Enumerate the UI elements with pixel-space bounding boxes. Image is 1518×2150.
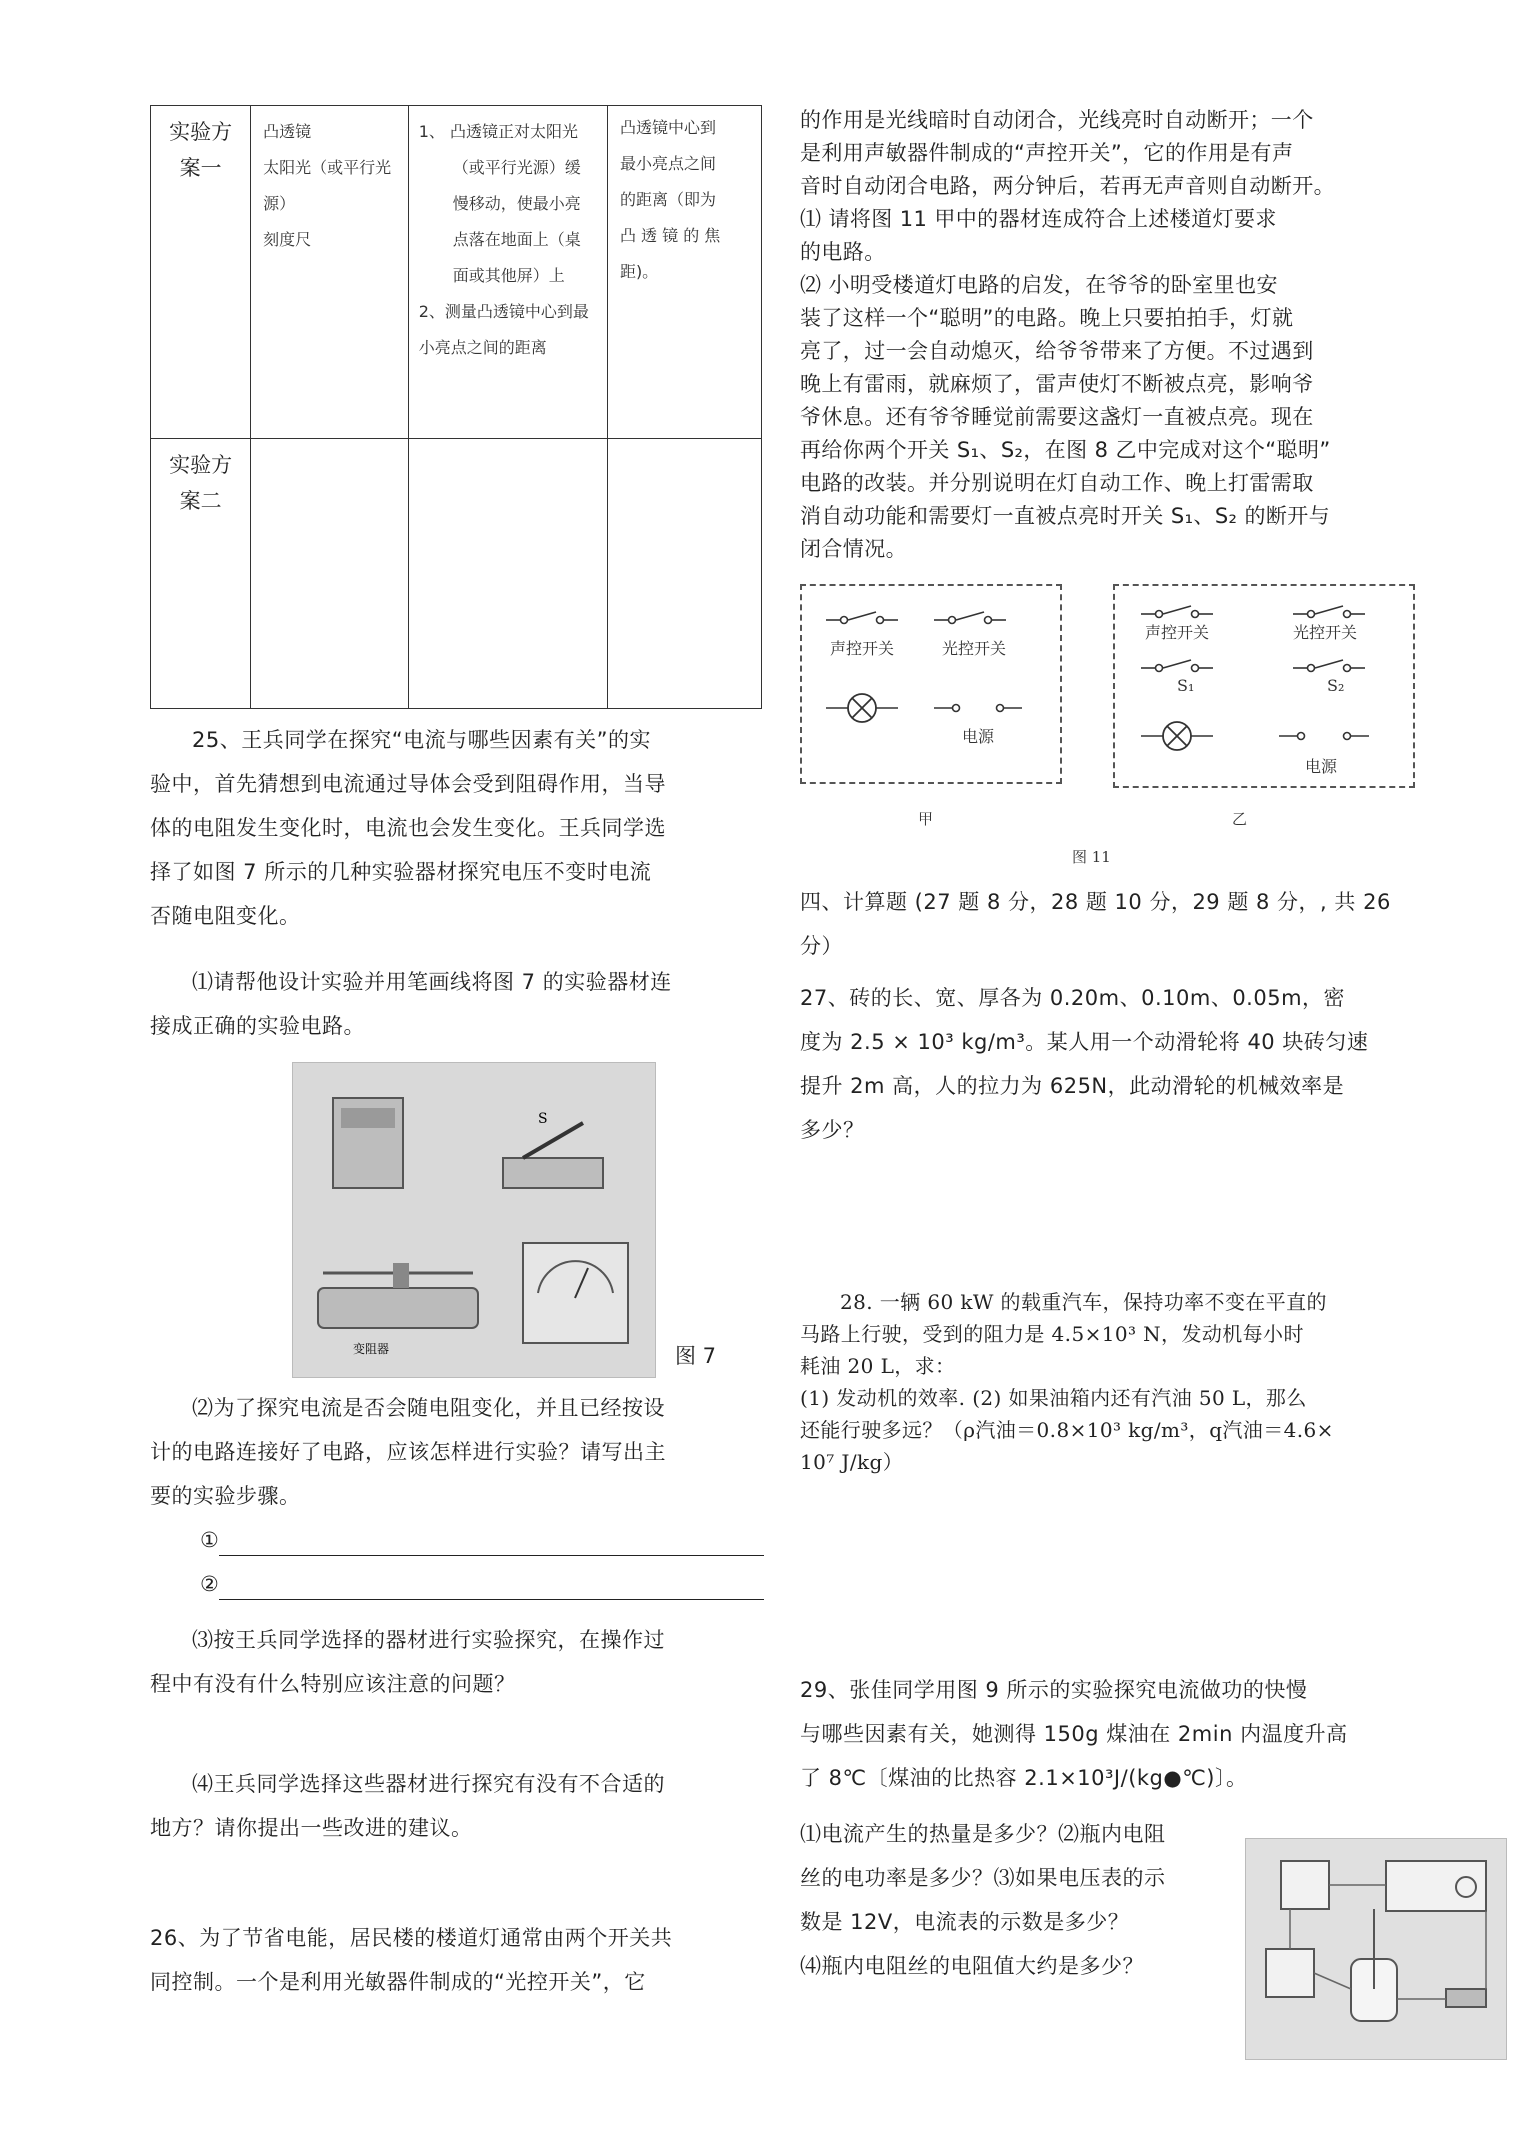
q28: 28. 一辆 60 kW 的载重汽车，保持功率不变在平直的 马路上行驶，受到的阻力是 4.5×10³ N，发动机每小时 耗油 20 L，求： (1) 发动机的效率. (2) 如果油箱内还有汽油 50 L，那么 还能行驶多远？（ρ汽油＝0.8×10³ kg/m³，q汽油＝4.6× 10⁷ J/kg）	[800, 1290, 1334, 1474]
yi-light-switch-label: 光控开关	[1293, 623, 1358, 642]
figure-11-jia-caption: 甲	[918, 810, 934, 828]
q29: 29、张佳同学用图 9 所示的实验探究电流做功的快慢 与哪些因素有关，她测得 150g 煤油在 2min 内温度升高 了 8℃〔煤油的比热容 2.1×10³J/(kg●℃)〕。	[800, 1678, 1348, 1790]
svg-text:变阻器: 变阻器	[353, 1342, 390, 1356]
figure-11-title: 图 11	[1072, 848, 1111, 866]
jia-light-switch-label: 光控开关	[942, 639, 1007, 658]
blank-1-label: ①	[200, 1528, 220, 1552]
figure-7-apparatus-photo	[292, 1062, 656, 1378]
row2-cell-materials[interactable]	[251, 439, 409, 709]
row2-cell-result[interactable]	[607, 439, 761, 709]
row2-label: 实验方案二	[151, 439, 251, 709]
answer-line-2[interactable]	[219, 1571, 764, 1600]
yi-sound-switch-label: 声控开关	[1145, 623, 1210, 642]
yi-power-label: 电源	[1305, 757, 1338, 776]
row1-steps: 1、 凸透镜正对太阳光 （或平行光源）缓 慢移动，使最小亮 点落在地面上（桌 面或其他屏）上 2、测量凸透镜中心到最 小亮点之间的距离	[408, 106, 607, 439]
answer-line-1[interactable]	[219, 1527, 764, 1556]
q25-blanks	[200, 1518, 770, 1606]
q29-subquestions: ⑴电流产生的热量是多少？⑵瓶内电阻 丝的电功率是多少？⑶如果电压表的示 数是 12V，电流表的示数是多少？ ⑷瓶内电阻丝的电阻值大约是多少？	[800, 1822, 1166, 1978]
q25-part2: ⑵为了探究电流是否会随电阻变化，并且已经按设 计的电路连接好了电路，应该怎样进行实验？请写出主 要的实验步骤。	[150, 1396, 666, 1508]
q26-continued: 的作用是光线暗时自动闭合，光线亮时自动断开；一个 是利用声敏器件制成的“声控开关”，它的作用是有声 音时自动闭合电路，两分钟后，若再无声音则自动断开。 ⑴ 请将图 11 甲中的器材连成符合上述楼道灯要求 的电路。 ⑵ 小明受楼道灯电路的启发，在爷爷的卧室里也安 装了这样一个“聪明”的电路。晚上只要拍拍手，灯就 亮了，过一会自动熄灭，给爷爷带来了方便。不过遇到 晚上有雷雨，就麻烦了，雷声使灯不断被点亮，影响爷 爷休息。还有爷爷睡觉前需要这盏灯一直被点亮。现在 再给你两个开关 S₁、S₂，在图 8 乙中完成对这个“聪明” 电路的改装。并分别说明在灯自动工作、晚上打雷需取 消自动功能和需要灯一直被点亮时开关 S₁、S₂ 的断开与 闭合情况。	[800, 108, 1335, 561]
blank-2-label: ②	[200, 1572, 220, 1596]
q25-part3: ⑶按王兵同学选择的器材进行实验探究，在操作过 程中有没有什么特别应该注意的问题？	[150, 1628, 665, 1696]
q25-intro: 25、王兵同学在探究“电流与哪些因素有关”的实 验中，首先猜想到电流通过导体会受到阻碍作用，当导 体的电阻发生变化时，电流也会发生变化。王兵同学选 择了如图 7 所示的几种实验器材探究电压不变时电流 否随电阻变化。	[150, 728, 666, 928]
figure-7-label: 图 7	[675, 1344, 717, 1368]
section-4-heading: 四、计算题 (27 题 8 分，28 题 10 分，29 题 8 分，, 共 26 分）	[800, 890, 1391, 958]
yi-s2-label: S₂	[1327, 676, 1345, 695]
jia-sound-switch-label: 声控开关	[830, 639, 895, 658]
yi-s1-label: S₁	[1177, 676, 1195, 695]
row1-label: 实验方案一	[151, 106, 251, 439]
q26-start: 26、为了节省电能，居民楼的楼道灯通常由两个开关共 同控制。一个是利用光敏器件制成的“光控开关”，它	[150, 1926, 673, 1994]
svg-text:S: S	[538, 1111, 548, 1127]
row1-result: 凸透镜中心到 最小亮点之间 的距离（即为 凸 透 镜 的 焦 距)。	[607, 106, 761, 439]
experiment-plan-table	[150, 105, 762, 709]
q25-part4: ⑷王兵同学选择这些器材进行探究有没有不合适的 地方？请你提出一些改进的建议。	[150, 1772, 665, 1840]
figure-9-apparatus-photo	[1245, 1838, 1507, 2060]
figure-11-jia-box	[800, 584, 1062, 784]
jia-power-label: 电源	[962, 727, 995, 746]
figure-11-yi-box	[1113, 584, 1415, 788]
figure-11-yi-caption: 乙	[1232, 810, 1248, 828]
row2-cell-steps[interactable]	[408, 439, 607, 709]
q27: 27、砖的长、宽、厚各为 0.20m、0.10m、0.05m，密 度为 2.5 × 10³ kg/m³。某人用一个动滑轮将 40 块砖匀速 提升 2m 高，人的拉力为 625N，此动滑轮的机械效率是 多少？	[800, 986, 1369, 1142]
q25-part1: ⑴请帮他设计实验并用笔画线将图 7 的实验器材连 接成正确的实验电路。	[150, 970, 672, 1038]
row1-materials: 凸透镜 太阳光（或平行光源） 刻度尺	[251, 106, 409, 439]
